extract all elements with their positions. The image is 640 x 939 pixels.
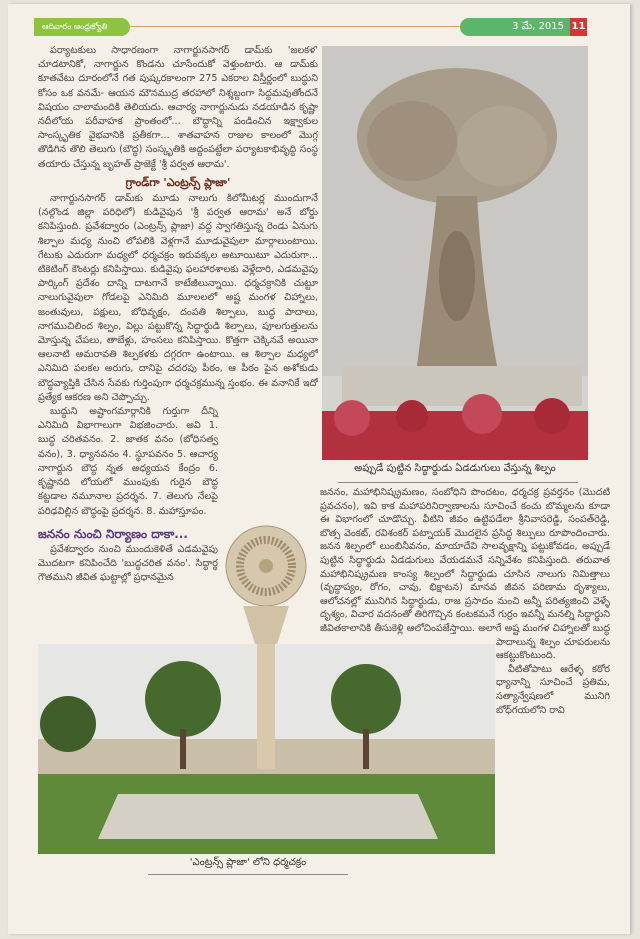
photo-caption: అప్పుడే పుట్టిన సిద్ధార్థుడు ఏడడుగులు వేస్తున్న శిల్పం <box>354 463 556 474</box>
section-label: ఆదివారం ఆంధ్రజ్యోతి <box>34 18 130 36</box>
photo-caption: 'ఎంట్రన్స్ ప్లాజా' లోని ధర్మచక్రం <box>189 857 307 868</box>
subheading-birth-to-nirvana: జననం నుంచి నిర్యాణం దాకా... <box>38 526 188 541</box>
header-rule <box>130 26 460 27</box>
dharma-chakra-pillar <box>221 524 311 774</box>
paragraph: జననం, మహాభినిష్క్రమణం, సంబోధిని పొందటం, ధర్మచక్ర ప్రవర్తనం (మొదటి ప్రవచనం), ఇవి కాక మహాపరినిర్వాణాలను సూచించే కంచు బొమ్మలను కూడా ఈ విభాగంలో చూడొచ్చు. వీటిని జీవం ఉట్టిపడేలా శ్రీనివాసరెడ్డి, సంపత్‌రెడ్డి, బొత్స వెంకట్, రవిశంకర్ పట్నాయక్ మొదలైన ప్రసిద్ధ శిల్పులు రూపొందించారు. జనన శిల్పంలో లుంబినీవనం, మాయాదేవి సాలవృక్షాన్ని పట్టుకోవడం, అప్పుడే పుట్టిన సిద్ధార్థుడు ఏడడుగులు వేయడమనే సన్నివేశం కనిపిస్తుంది. తరువాత మహాభినిష్క్రమణ కాంస్య శిల్పంలో సిద్ధార్థుడు చూసిన నాలుగు నిమిత్తాలు (వృద్ధాప్యం, రోగం, చావు, భిక్షాటన) మానవ జీవన పరిణామ దృశ్యాలు, ఆలోచనల్లో మునిగిన సిద్ధార్థుడు, రాజ ప్రసాదం నుంచి అన్నీ పరిత్యజించి వెళ్ళే దృశ్యం, విచార వదనంతో తిరిగొచ్చిన కంటకమనే గుర్రం ఇవన్నీ మనల్ని సిద్ధార్థుని జీవితకాలానికి తీసుకెళ్లి ఆలోచింపజేస్తాయి. అలాగే అష్ట మంగళ చిహ్నాలతో బుద్ధ పాదాలున్న శిల్పం చూపరులను ఆకట్టుకొంటుంది. <box>320 487 610 662</box>
page-number: 11 <box>570 18 587 36</box>
subheading-entrance-plaza: గ్రాండ్‌గా 'ఎంట్రన్స్ ప్లాజా' <box>125 175 231 189</box>
caption-rule <box>338 482 578 483</box>
caption-rule <box>148 874 348 875</box>
newspaper-page <box>8 4 630 934</box>
intro-paragraph: పర్యాటకులు సాధారణంగా నాగార్జునసాగర్ డామ్‌కు 'జలకళ' చూడటానికో, నాగార్జున కొండను చూసేందుకో వెళ్తుంటారు. ఆ డామ్‌కు కూతవేటు దూరంలోనే గత పుష్కరకాలంగా 275 ఎకరాల విస్తీర్ణంలో బుద్ధుని కోసం ఒక వనమే- ఆయన మౌనముద్ర తరహాలో నిశ్శబ్దంగా సిద్ధమవుతోందనే విషయం చాలామందికి తెలియదు. ఆచార్య నాగార్జునుడు నడయాడిన కృష్ణా నదీలోయ పరీవాహక ప్రాంతంలో... బౌద్ధాన్ని పండించిన ఇక్ష్వాకుల సాంస్కృతిక వైభవానికి ప్రతీకగా... శాతవాహన రాజుల కాలంలో మొగ్గ తొడిగిన తొలి తెలుగు (బౌద్ధ) సంస్కృతికి అద్దంపట్టేలా పర్యాటకాభివృద్ధి సంస్థ తయారు చేస్తున్న బృహత్ ప్రాజెక్టే 'శ్రీ పర్వత ఆరామ'. <box>38 45 318 170</box>
issue-date: 3 మే, 2015 <box>460 18 570 36</box>
tree-sculpture-photo <box>322 46 588 460</box>
paragraph: నాగార్జునసాగర్ డామ్‌కు మూడు నాలుగు కిలోమీటర్ల ముందుగానే (నల్గొండ జిల్లా పరిధిలో) కుడివైపున 'శ్రీ పర్వత ఆరామ' అనే బోర్డు కనిపిస్తుంది. ప్రవేశద్వారం (ఎంట్రన్స్ ప్లాజా) వద్ద స్వాగతిస్తున్న రెండు ఏనుగు శిల్పాల మధ్య నుంచి లోపలికి వెళ్లగానే మూడువైపులా మార్గాలుంటాయి. గేటుకు ఎదురుగా మధ్యలో ధర్మచక్రం ఇరువక్కల అటూయిటూ ఎదురుగా... టికెటింగ్ కౌంటర్లు కనిపిస్తాయి. కుడివైపు ఫలహారశాలకు వెళ్లేదారి, ఎడమవైపు పార్కింగ్ ప్రదేశం దాన్ని దాటగానే కాటేజీలున్నాయి. ధర్మచక్రానికి చుట్టూ నాలుగువైపులా గోడలపై ఎనిమిది మూలలలో అష్ట మంగళ చిహ్నాలు, జంతువులు, పక్షులు, బోధివృక్షం, దంపతి శిల్పాలు, బుద్ధ పాదాలు, నాగముచిలింద శిల్పం, విల్లు పట్టుకొన్న సిద్ధార్థుడి శిల్పాలు, పూలగుత్తులను మోస్తున్న చేపలు, తాబేళ్లు, హంసలు కనిపిస్తాయి. కొత్తగా చెక్కినవే అయినా ఆలనాటి అమరావతి శిల్పకళకు దగ్గరగా ఉంటాయి. ఆ శిల్పాల మధ్యలో ఎనిమిది పలకల అరుగు, దానిపై చదరపు పీఠం, ఆ పీఠం పైన అశోకుడు బౌద్ధవ్యాప్తికి చేసిన సేవకు గుర్తింపుగా ధర్మచక్రమున్న స్తంభం. ఈ వనానికే ఇదో ప్రత్యేక ఆకరణ అని చెప్పొచ్చు. <box>38 193 318 403</box>
paragraph: బుద్ధుని అష్టాంగమార్గానికి గుర్తుగా దీన్ని ఎనిమిది విభాగాలుగా విభజించారు. అవి 1. బుద్ధ చరితవనం. 2. జాతక వనం (బోధిసత్వ వనం), 3. ధ్యానవనం 4. స్థూపవనం 5. ఆచార్య నాగార్జున బౌద్ధ న్నత అధ్యయన కేంద్రం 6. కృష్ణానది లోయలో ముంపుకు గురైన బౌద్ధ కట్టడాల నమూనాల ప్రదర్శన. 7. తెలుగు నేలపై పరిఢవిల్లిన బౌద్ధంపై ప్రదర్శన. 8. మహాస్తూపం. <box>38 406 218 517</box>
paragraph: ప్రవేశద్వారం నుంచి ముందుకెళితే ఎడమవైపు మొదటగా కనిపించేది 'బుద్ధచరిత వనం'. సిద్ధార్థ గౌతముని జీవిత ఘట్టాల్లో ప్రధానమైన <box>38 543 218 584</box>
paragraph: వీటితోపాటు ఆరేళ్ళ కఠోర ధ్యానాన్ని సూచించే ప్రతిమ, సత్యాన్వేషణలో మునిగి బోధ్‌గయలోని రావి <box>496 663 610 716</box>
